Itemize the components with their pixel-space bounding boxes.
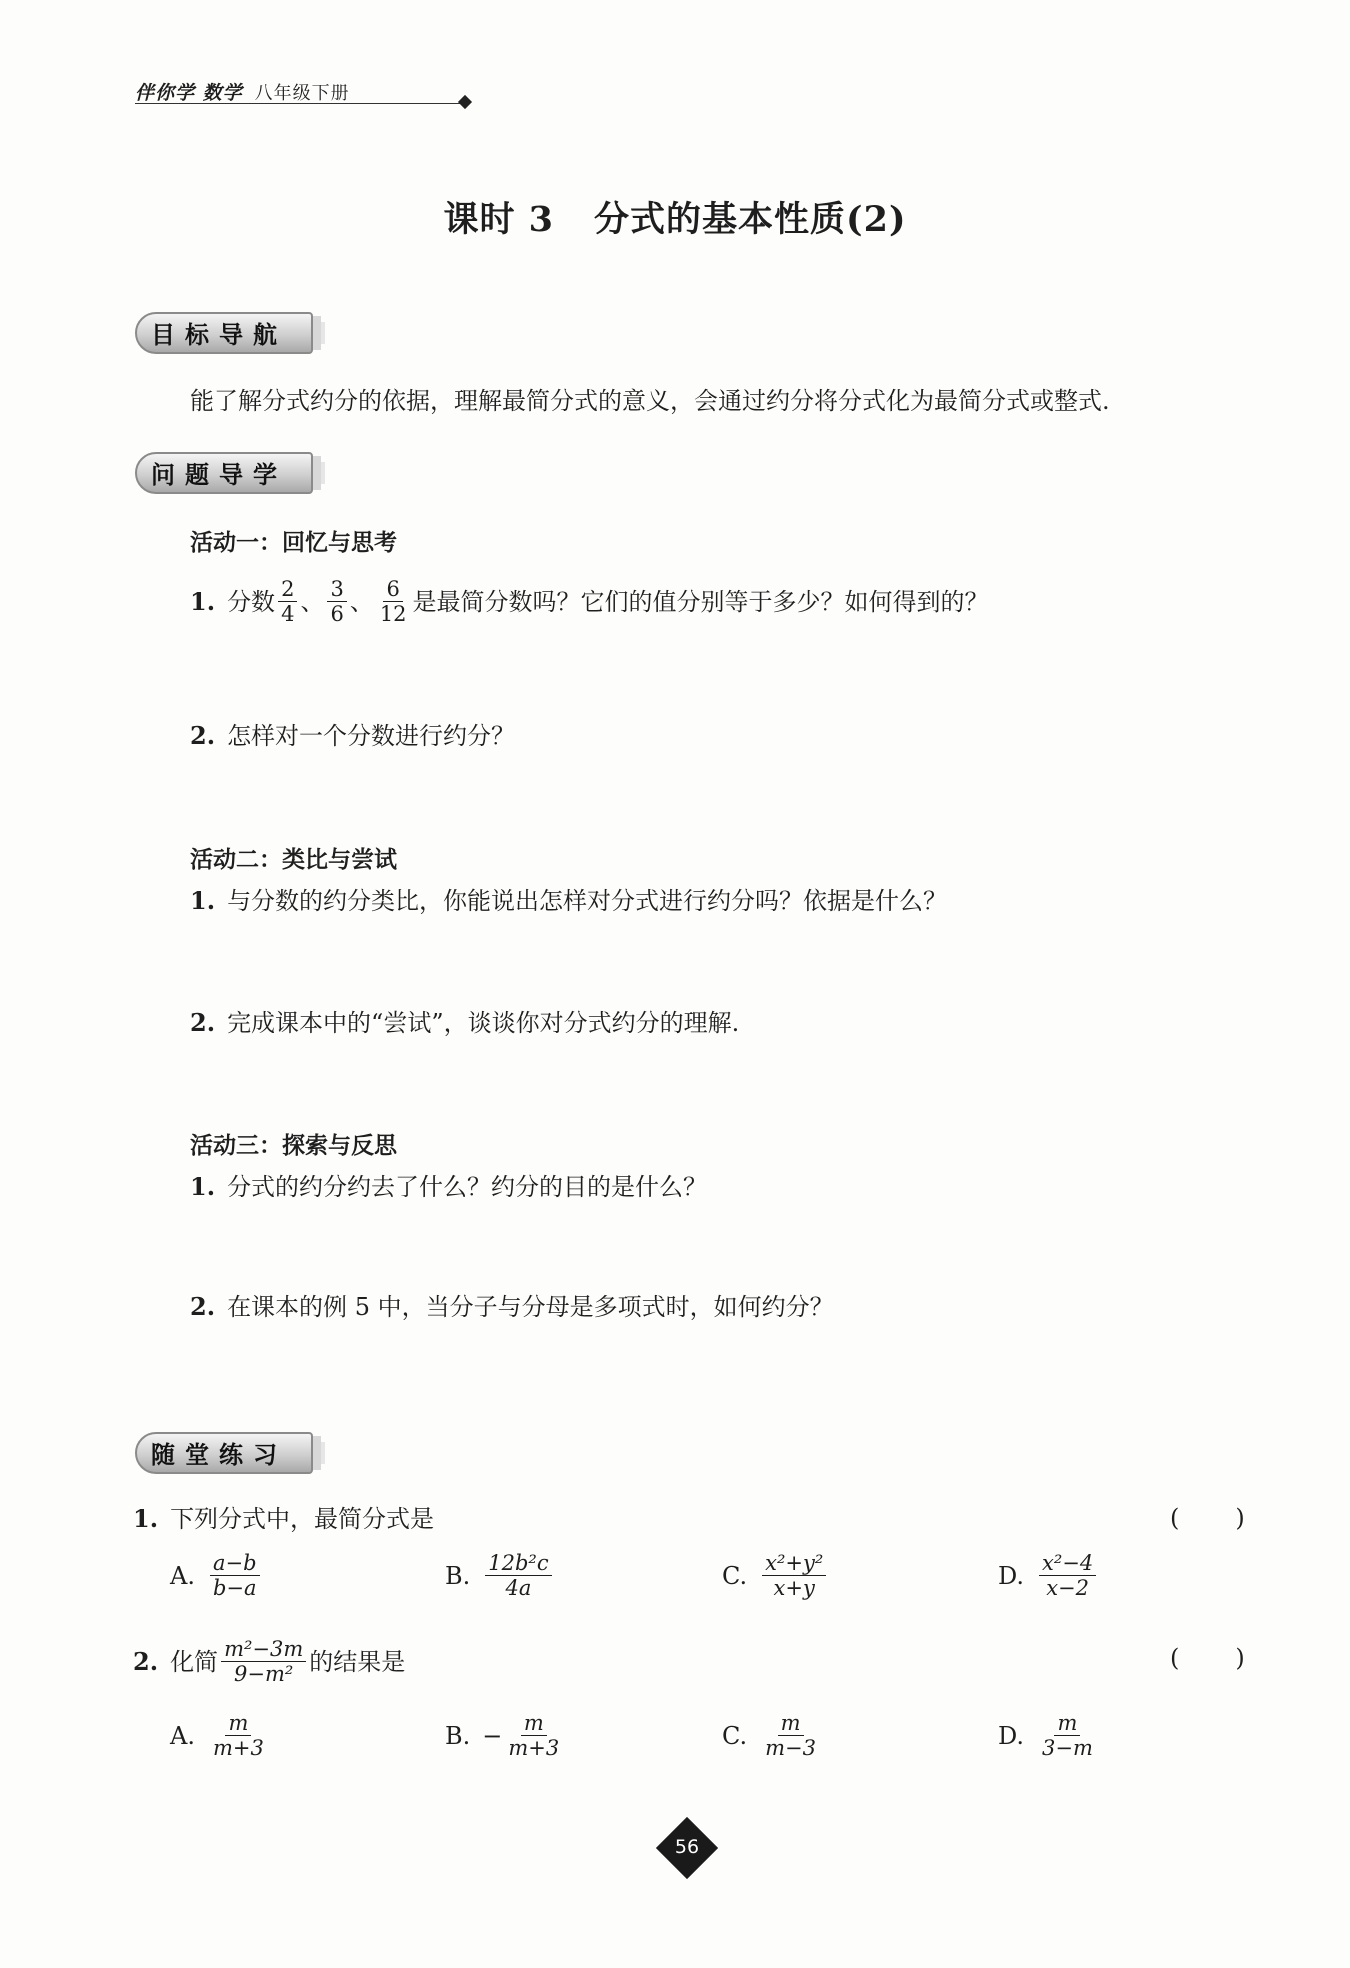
answer-blank-2[interactable]: ( ): [1170, 1644, 1245, 1672]
option-fraction: $\frac{a-b}{b-a}$: [210, 1552, 260, 1599]
header-brand: 伴你学 数学 八年级下册: [135, 82, 350, 104]
activity-3-question-2: 2. 在课本的例 5 中，当分子与分母是多项式时，如何约分？: [190, 1292, 834, 1321]
option-fraction: $\frac{m}{m+3}$: [212, 1711, 264, 1761]
option-fraction: $\frac{m}{m+3}$: [508, 1711, 560, 1761]
fraction-6-12: $\frac{6}{12}$: [379, 577, 407, 627]
practice-question-2: 2. 化简 $\frac{\text{m²−3m}}{\text{9−m²}}$ 的结果是: [133, 1637, 406, 1687]
practice-2-option-b[interactable]: B. − $\frac{m}{m+3}$: [445, 1712, 565, 1759]
header-rule: [135, 103, 465, 104]
option-fraction: $\frac{\text{12b²c}}{4a}$: [485, 1552, 551, 1599]
practice-1-option-a[interactable]: A. $\frac{a-b}{b-a}$: [170, 1552, 263, 1599]
option-fraction: $\frac{m}{m-3}$: [765, 1711, 817, 1761]
practice-2-option-a[interactable]: A. $\frac{m}{m+3}$: [170, 1712, 270, 1759]
answer-blank-1[interactable]: ( ): [1170, 1504, 1245, 1532]
section-label-practice: 随堂练习: [135, 1432, 313, 1474]
lesson-title: 课时 3 分式的基本性质(2): [443, 199, 907, 240]
activity-1-title: 活动一：回忆与思考: [190, 530, 397, 556]
activity-1-question-2: 2. 怎样对一个分数进行约分？: [190, 721, 516, 750]
page-number: 56: [674, 1836, 700, 1858]
activity-2-question-2: 2. 完成课本中的“尝试”，谈谈你对分式约分的理解.: [190, 1008, 740, 1037]
option-fraction: $\frac{\text{x²+y²}}{x+y}$: [762, 1552, 826, 1599]
activity-3-title: 活动三：探索与反思: [190, 1133, 397, 1159]
practice-1-option-d[interactable]: D. $\frac{\text{x²−4}}{x-2}$: [998, 1552, 1099, 1599]
option-fraction: $\frac{\text{x²−4}}{x-2}$: [1039, 1552, 1096, 1599]
practice-1-option-b[interactable]: B. $\frac{\text{12b²c}}{4a}$: [445, 1552, 555, 1599]
activity-1-question-1: 1. 分数 $\frac{2}{4}$ 、 $\frac{3}{6}$ 、 $\frac{6}{12}$ 是最简分数吗？它们的值分别等于多少？如何得到的？: [190, 577, 989, 627]
activity-3-question-1: 1. 分式的约分约去了什么？约分的目的是什么？: [190, 1172, 708, 1201]
practice-question-1: 1. 下列分式中，最简分式是: [133, 1504, 435, 1533]
practice-1-option-c[interactable]: C. $\frac{\text{x²+y²}}{x+y}$: [722, 1552, 829, 1599]
header-subtitle: 八年级下册: [254, 83, 350, 104]
practice-2-option-c[interactable]: C. $\frac{m}{m-3}$: [722, 1712, 822, 1759]
activity-2-title: 活动二：类比与尝试: [190, 847, 397, 873]
option-fraction: $\frac{m}{3-m}$: [1042, 1711, 1093, 1761]
header-diamond-icon: [458, 95, 472, 109]
goals-text: 能了解分式约分的依据，理解最简分式的意义，会通过约分将分式化为最简分式或整式.: [190, 387, 1110, 415]
section-label-goals: 目标导航: [135, 312, 313, 354]
fraction-3-6: $\frac{3}{6}$: [327, 578, 346, 625]
fraction-2-4: $\frac{2}{4}$: [278, 578, 297, 625]
question-fraction: $\frac{\text{m²−3m}}{\text{9−m²}}$: [221, 1638, 306, 1685]
section-label-guided: 问题导学: [135, 452, 313, 494]
practice-2-option-d[interactable]: D. $\frac{m}{3-m}$: [998, 1712, 1099, 1759]
activity-2-question-1: 1. 与分数的约分类比，你能说出怎样对分式进行约分吗？依据是什么？: [190, 886, 948, 915]
